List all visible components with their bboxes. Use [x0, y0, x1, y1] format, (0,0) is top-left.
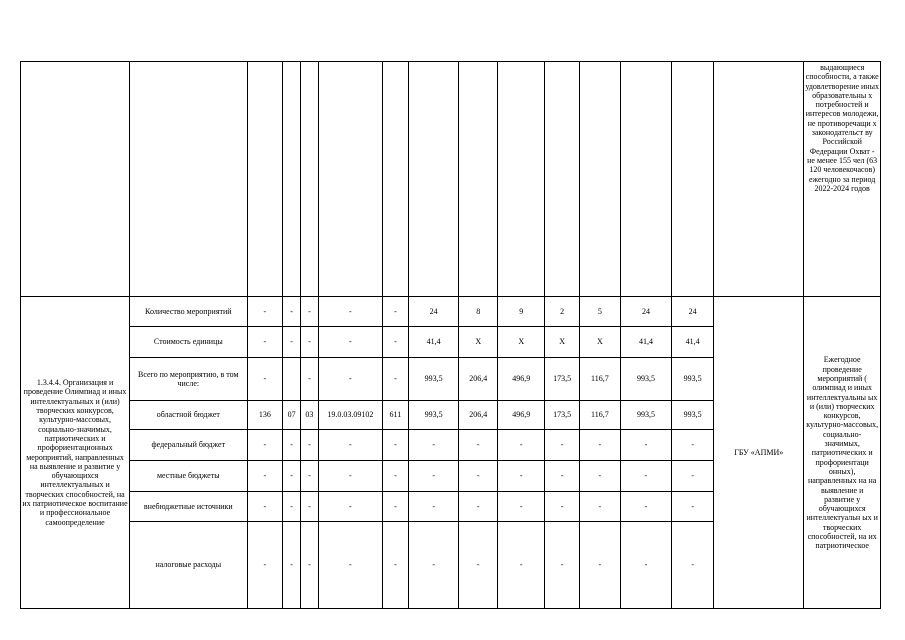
value-cell: - — [318, 461, 382, 492]
value-cell: - — [283, 461, 301, 492]
table-cell — [318, 62, 382, 297]
value-cell: - — [283, 430, 301, 461]
program-table — [20, 61, 881, 609]
value-cell: 136 — [247, 401, 283, 430]
value-cell: - — [247, 430, 283, 461]
value-cell: - — [247, 358, 283, 401]
value-cell: - — [283, 522, 301, 609]
value-cell: - — [620, 522, 671, 609]
value-cell: - — [283, 297, 301, 327]
row-label: Всего по мероприятию, в том числе: — [130, 358, 247, 401]
value-cell: - — [318, 358, 382, 401]
value-cell: 993,5 — [409, 401, 459, 430]
value-cell: 03 — [301, 401, 319, 430]
value-cell: - — [498, 492, 545, 522]
value-cell: 07 — [283, 401, 301, 430]
value-cell: - — [579, 492, 620, 522]
value-cell: 993,5 — [620, 401, 671, 430]
value-cell: - — [382, 430, 408, 461]
table-cell — [409, 62, 459, 297]
value-cell: 8 — [459, 297, 498, 327]
value-cell: 116,7 — [579, 358, 620, 401]
expected-result-continued: выдающиеся способности, а также удовлетворение иных образовательны х потребностей и интересов молодежи, не противоречащи х законодательст ву Российской Федерации Охват - не менее 155 чел (63 120 человекочасов) ежегодно за период 2022-2024 годов — [804, 62, 881, 297]
value-cell: - — [409, 461, 459, 492]
value-cell: 24 — [620, 297, 671, 327]
value-cell: - — [318, 297, 382, 327]
value-cell: 496,9 — [498, 358, 545, 401]
value-cell: 2 — [545, 297, 580, 327]
value-cell: - — [545, 461, 580, 492]
value-cell: - — [247, 492, 283, 522]
value-cell: - — [247, 461, 283, 492]
value-cell: 173,5 — [545, 401, 580, 430]
value-cell: - — [579, 461, 620, 492]
value-cell: Х — [498, 327, 545, 358]
value-cell: 206,4 — [459, 401, 498, 430]
value-cell: - — [459, 522, 498, 609]
value-cell: 993,5 — [672, 358, 714, 401]
value-cell: 116,7 — [579, 401, 620, 430]
table-cell — [247, 62, 283, 297]
value-cell: 611 — [382, 401, 408, 430]
activity-title: 1.3.4.4. Организация и проведение Олимпиад и иных интеллектуальных и (или) творческих конкурсов, культурно-массовых, социально-значимых, патриотических и профориентационных мероприятий, направленных на выявление и развитие у обучающихся интеллектуальных и творческих способностей, на их патриотическое воспитание и профессиональное самоопределение — [21, 297, 130, 609]
value-cell: - — [498, 461, 545, 492]
value-cell: 24 — [409, 297, 459, 327]
value-cell: Х — [545, 327, 580, 358]
row-label: местные бюджеты — [130, 461, 247, 492]
row-label: федеральный бюджет — [130, 430, 247, 461]
table-cell — [672, 62, 714, 297]
value-cell: - — [459, 430, 498, 461]
table-cell — [21, 62, 130, 297]
value-cell: - — [579, 522, 620, 609]
value-cell: - — [318, 522, 382, 609]
table-cell — [545, 62, 580, 297]
value-cell: - — [672, 522, 714, 609]
expected-result: Ежегодное проведение мероприятий ( олимпиад и иных интеллектуальны ых и (или) творческих конкурсов, культурно-массовых, социально-значимых, патриотических и профориентаци онных), направленных на на выявление и развитие у обучающихся интеллектуальн ых и творческих способностей, на их патриотическое — [804, 297, 881, 609]
value-cell: 9 — [498, 297, 545, 327]
value-cell: - — [672, 492, 714, 522]
value-cell: - — [301, 297, 319, 327]
value-cell: - — [498, 430, 545, 461]
value-cell: 993,5 — [672, 401, 714, 430]
value-cell: 41,4 — [620, 327, 671, 358]
table-cell — [498, 62, 545, 297]
value-cell: - — [318, 327, 382, 358]
value-cell: 24 — [672, 297, 714, 327]
value-cell: - — [545, 492, 580, 522]
value-cell: - — [382, 492, 408, 522]
row-label: Стоимость единицы — [130, 327, 247, 358]
table-cell — [714, 62, 804, 297]
value-cell: Х — [459, 327, 498, 358]
value-cell: - — [672, 430, 714, 461]
value-cell: 496,9 — [498, 401, 545, 430]
row-label: Количество мероприятий — [130, 297, 247, 327]
row-label: областной бюджет — [130, 401, 247, 430]
value-cell: - — [409, 492, 459, 522]
value-cell: - — [301, 492, 319, 522]
value-cell: - — [301, 358, 319, 401]
value-cell: - — [283, 492, 301, 522]
table-row-continuation — [21, 62, 881, 297]
value-cell: - — [301, 327, 319, 358]
table-cell — [620, 62, 671, 297]
value-cell: - — [301, 461, 319, 492]
value-cell: - — [247, 327, 283, 358]
value-cell: - — [579, 430, 620, 461]
value-cell: 41,4 — [409, 327, 459, 358]
value-cell: - — [545, 430, 580, 461]
value-cell: - — [409, 522, 459, 609]
value-cell: Х — [579, 327, 620, 358]
value-cell: - — [382, 358, 408, 401]
value-cell: - — [620, 492, 671, 522]
value-cell: - — [545, 522, 580, 609]
value-cell: - — [283, 327, 301, 358]
value-cell: - — [459, 492, 498, 522]
value-cell: - — [672, 461, 714, 492]
table-cell — [130, 62, 247, 297]
value-cell: 41,4 — [672, 327, 714, 358]
value-cell: - — [409, 430, 459, 461]
table-cell — [459, 62, 498, 297]
table-cell — [579, 62, 620, 297]
executor-cell: ГБУ «АПМИ» — [714, 297, 804, 609]
value-cell — [283, 358, 301, 401]
value-cell: - — [318, 492, 382, 522]
value-cell: - — [382, 297, 408, 327]
value-cell: 173,5 — [545, 358, 580, 401]
value-cell: - — [620, 461, 671, 492]
value-cell: 5 — [579, 297, 620, 327]
value-cell: - — [620, 430, 671, 461]
value-cell: 19.0.03.09102 — [318, 401, 382, 430]
value-cell: - — [247, 297, 283, 327]
value-cell: - — [301, 522, 319, 609]
value-cell: - — [382, 461, 408, 492]
table-row — [21, 297, 881, 327]
value-cell: - — [382, 327, 408, 358]
table-cell — [382, 62, 408, 297]
table-body — [21, 62, 881, 609]
row-label: внебюджетные источники — [130, 492, 247, 522]
value-cell: - — [247, 522, 283, 609]
value-cell: - — [318, 430, 382, 461]
value-cell: - — [459, 461, 498, 492]
value-cell: - — [498, 522, 545, 609]
value-cell: - — [382, 522, 408, 609]
value-cell: 993,5 — [409, 358, 459, 401]
value-cell: 206,4 — [459, 358, 498, 401]
row-label: налоговые расходы — [130, 522, 247, 609]
value-cell: 993,5 — [620, 358, 671, 401]
table-cell — [283, 62, 301, 297]
table-cell — [301, 62, 319, 297]
value-cell: - — [301, 430, 319, 461]
